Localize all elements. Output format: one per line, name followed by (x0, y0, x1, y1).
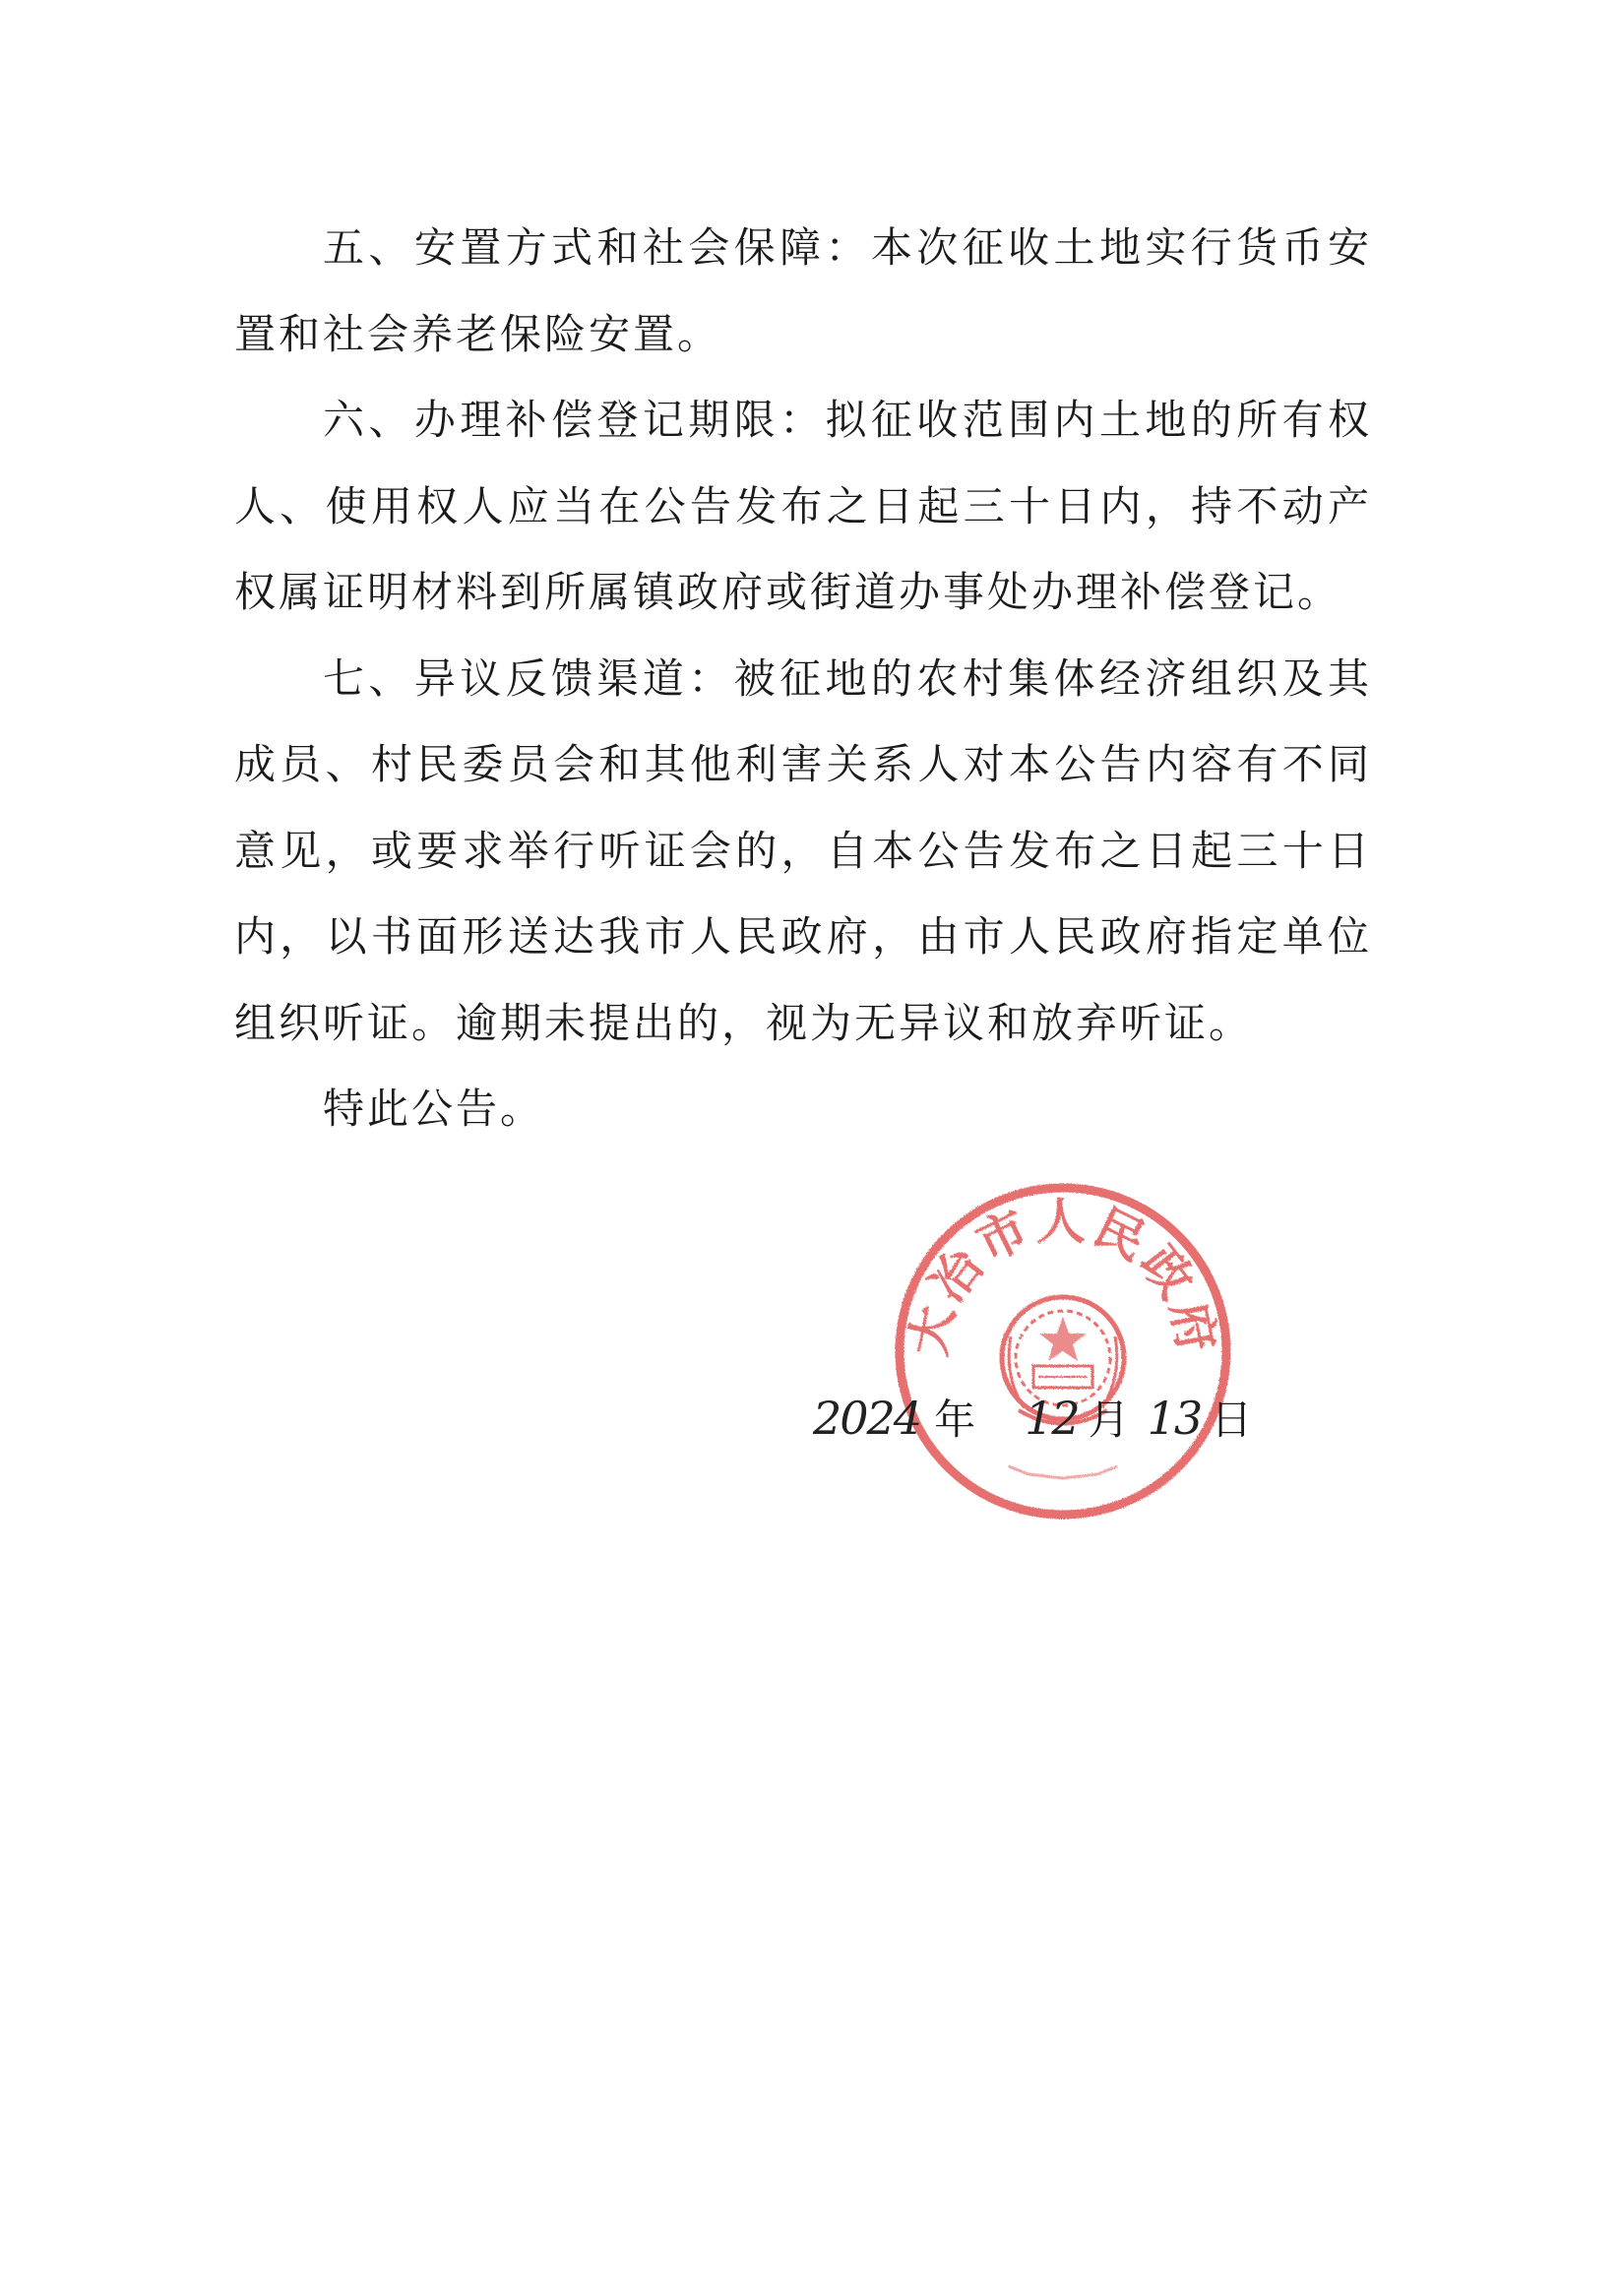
official-seal (891, 1179, 1235, 1523)
date-year-unit: 年 (934, 1396, 976, 1444)
notice-body (234, 205, 1372, 1152)
date-day-unit: 日 (1211, 1396, 1253, 1444)
seal-icon (891, 1179, 1235, 1523)
date-day: 13 (1147, 1392, 1202, 1445)
paragraph-resettlement: 五、安置方式和社会保障：本次征收土地实行货币安置和社会养老保险安置。 (234, 223, 1372, 358)
seal-text: 大冶市人民政府 (898, 1192, 1228, 1361)
date-month-unit: 月 (1088, 1396, 1130, 1444)
date-month: 12 (1025, 1392, 1079, 1445)
issue-date (813, 1388, 1270, 1457)
date-year: 2024 (813, 1392, 921, 1445)
paragraph-registration-deadline: 六、办理补偿登记期限：拟征收范围内土地的所有权人、使用权人应当在公告发布之日起三十日内，持不动产权属证明材料到所属镇政府或街道办事处办理补偿登记。 (234, 396, 1372, 616)
closing-remark: 特此公告。 (323, 1085, 545, 1133)
paragraph-objection-channel: 七、异议反馈渠道：被征地的农村集体经济组织及其成员、村民委员会和其他利害关系人对本公告内容有不同意见，或要求举行听证会的，自本公告发布之日起三十日内，以书面形送达我市人民政府，由市人民政府指定单位组织听证。逾期未提出的，视为无异议和放弃听证。 (234, 653, 1372, 1047)
